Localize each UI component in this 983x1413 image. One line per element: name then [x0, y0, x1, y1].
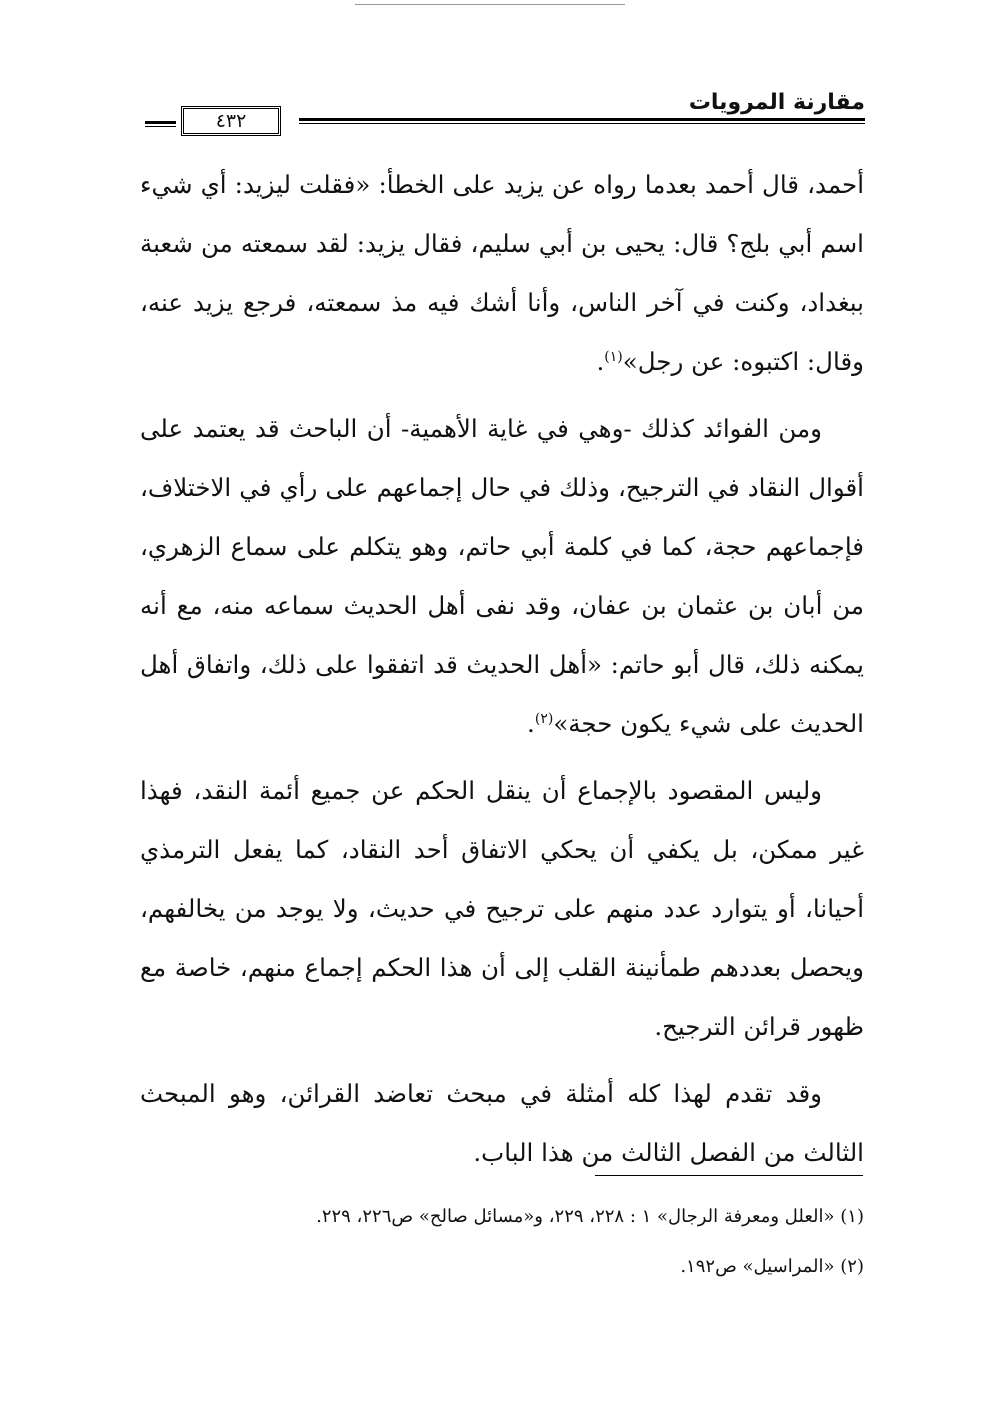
running-header	[145, 88, 865, 148]
footnote-separator	[595, 1175, 863, 1176]
paragraph-4	[140, 1064, 864, 1182]
main-text	[140, 155, 864, 1190]
header-short-rule	[145, 121, 176, 127]
footnote-ref-2: (٢)	[534, 710, 554, 727]
running-header-title: مقارنة المرويات	[688, 90, 865, 115]
page-number: ٤٣٢	[181, 106, 281, 136]
paragraph-1-text: أحمد، قال أحمد بعدما رواه عن يزيد على الخطأ: «فقلت ليزيد: أي شيء اسم أبي بلج؟ قال: يحيى بن أبي سليم، فقال يزيد: لقد سمعته من شعبة ببغداد، وكنت في آخر الناس، وأنا أشك فيه مذ سمعته، فرجع يزيد عنه، وقال: اكتبوه: عن رجل»	[140, 170, 864, 376]
paragraph-3	[140, 761, 864, 1056]
footnotes	[140, 1192, 864, 1292]
paragraph-4-text: وقد تقدم لهذا كله أمثلة في مبحث تعاضد القرائن، وهو المبحث الثالث من الفصل الثالث من هذا الباب.	[140, 1079, 864, 1167]
paragraph-2-text: ومن الفوائد كذلك -وهي في غاية الأهمية- أن الباحث قد يعتمد على أقوال النقاد في الترجيح، وذلك في حال إجماعهم على رأي في الاختلاف، فإجماعهم حجة، كما في كلمة أبي حاتم، وهو يتكلم على سماع الزهري، من أبان بن عثمان بن عفان، وقد نفى أهل الحديث سماعه منه، مع أنه يمكنه ذلك، قال أبو حاتم: «أهل الحديث قد اتفقوا على ذلك، واتفاق أهل الحديث على شيء يكون حجة»	[140, 414, 864, 738]
paragraph-1-tail: .	[596, 347, 605, 376]
footnote-1: (١) «العلل ومعرفة الرجال» ١ : ٢٢٨، ٢٢٩، و«مسائل صالح» ص٢٢٦، ٢٢٩.	[316, 1206, 864, 1227]
paragraph-3-text: وليس المقصود بالإجماع أن ينقل الحكم عن جميع أئمة النقد، فهذا غير ممكن، بل يكفي أن يحكي الاتفاق أحد النقاد، كما يفعل الترمذي أحيانا، أو يتوارد عدد منهم على ترجيح في حديث، ولا يوجد من يخالفهم، ويحصل بعددهم طمأنينة القلب إلى أن هذا الحكم إجماع منهم، خاصة مع ظهور قرائن الترجيح.	[140, 776, 864, 1041]
paragraph-1	[140, 155, 864, 391]
header-double-rule	[299, 118, 865, 124]
footnote-ref-1: (١)	[604, 348, 623, 365]
paragraph-2-tail: .	[527, 709, 535, 738]
top-edge-rule	[355, 4, 625, 5]
footnote-2: (٢) «المراسيل» ص١٩٢.	[680, 1256, 864, 1277]
paragraph-2	[140, 399, 864, 753]
